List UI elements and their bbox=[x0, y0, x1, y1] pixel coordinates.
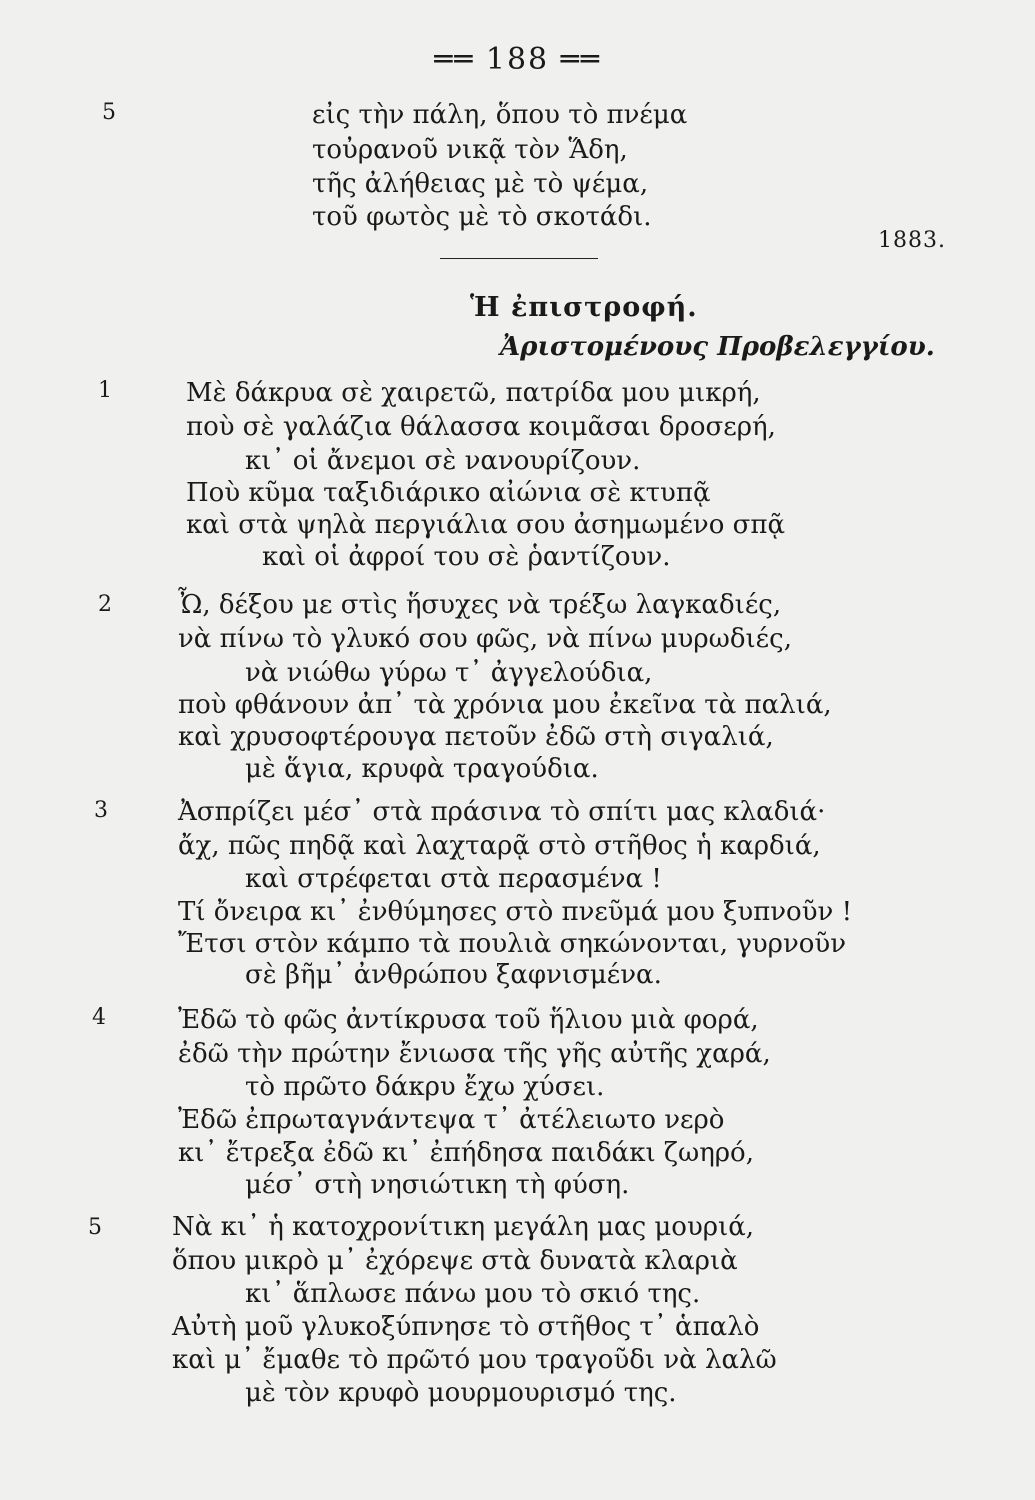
verse-line: καὶ χρυσοφτέρουγα πετοῦν ἐδῶ στὴ σιγαλιά, bbox=[178, 722, 774, 752]
folio-dash-left: ══ bbox=[434, 42, 486, 77]
stanza-number: 5 bbox=[88, 1215, 102, 1240]
prev-line: εἰς τὴν πάλη, ὅπου τὸ πνέμα bbox=[312, 100, 688, 130]
separator-rule bbox=[440, 258, 598, 259]
verse-line: τὸ πρῶτο δάκρυ ἔχω χύσει. bbox=[245, 1072, 605, 1102]
verse-line: Νὰ κι᾽ ἡ κατοχρονίτικη μεγάλη μας μουριά, bbox=[172, 1212, 755, 1242]
stanza-number: 3 bbox=[94, 798, 108, 823]
verse-line: κι᾽ ἔτρεξα ἐδῶ κι᾽ ἐπήδησα παιδάκι ζωηρό, bbox=[178, 1138, 754, 1168]
prev-line: τοῦ φωτὸς μὲ τὸ σκοτάδι. bbox=[312, 202, 652, 232]
verse-line: καὶ οἱ ἀφροί του σὲ ῥαντίζουν. bbox=[262, 542, 671, 572]
verse-line: ποὺ σὲ γαλάζια θάλασσα κοιμᾶσαι δροσερή, bbox=[186, 412, 776, 442]
poem-title: Ἡ ἐπιστροφή. bbox=[470, 292, 698, 323]
prev-stanza-number: 5 bbox=[102, 100, 116, 125]
verse-line: σὲ βῆμ᾽ ἀνθρώπου ξαφνισμένα. bbox=[245, 960, 662, 990]
verse-line: μὲ τὸν κρυφὸ μουρμουρισμό της. bbox=[245, 1378, 677, 1408]
verse-line: Ἔτσι στὸν κάμπο τὰ πουλιὰ σηκώνονται, γυρνοῦν bbox=[178, 929, 847, 959]
stanza-number: 4 bbox=[92, 1005, 106, 1030]
prev-line: τῆς ἀλήθειας μὲ τὸ ψέμα, bbox=[312, 169, 649, 199]
verse-line: Τί ὄνειρα κι᾽ ἐνθύμησες στὸ πνεῦμά μου ξυπνοῦν ! bbox=[178, 897, 853, 927]
verse-line: Ποὺ κῦμα ταξιδιάρικο αἰώνια σὲ κτυπᾷ bbox=[186, 478, 711, 508]
verse-line: Ἀσπρίζει μέσ᾽ στὰ πράσινα τὸ σπίτι μας κλαδιά· bbox=[178, 797, 826, 827]
page-number bbox=[0, 42, 1035, 77]
stanza-number: 1 bbox=[98, 378, 112, 403]
stanza-number: 2 bbox=[98, 592, 112, 617]
verse-line: ἐδῶ τὴν πρώτην ἔνιωσα τῆς γῆς αὐτῆς χαρά, bbox=[178, 1039, 771, 1069]
folio-dash-right: ══ bbox=[549, 42, 601, 77]
verse-line: Ὦ, δέξου με στὶς ἥσυχες νὰ τρέξω λαγκαδιές, bbox=[178, 590, 782, 620]
verse-line: καὶ στρέφεται στὰ περασμένα ! bbox=[245, 864, 662, 894]
verse-line: μὲ ἅγια, κρυφὰ τραγούδια. bbox=[245, 754, 599, 784]
verse-line: Μὲ δάκρυα σὲ χαιρετῶ, πατρίδα μου μικρή, bbox=[186, 378, 761, 408]
verse-line: Αὐτὴ μοῦ γλυκοξύπνησε τὸ στῆθος τ᾽ ἁπαλὸ bbox=[172, 1312, 760, 1342]
page-number-value: 188 bbox=[485, 42, 550, 77]
prev-poem-year: 1883. bbox=[878, 228, 946, 253]
verse-line: Ἐδῶ τὸ φῶς ἀντίκρυσα τοῦ ἥλιου μιὰ φορά, bbox=[178, 1005, 759, 1035]
verse-line: κι᾽ οἱ ἄνεμοι σὲ νανουρίζουν. bbox=[245, 446, 641, 476]
verse-line: νὰ νιώθω γύρω τ᾽ ἀγγελούδια, bbox=[245, 658, 653, 688]
verse-line: Ἐδῶ ἐπρωταγνάντεψα τ᾽ ἀτέλειωτο νερὸ bbox=[178, 1105, 725, 1135]
verse-line: νὰ πίνω τὸ γλυκό σου φῶς, νὰ πίνω μυρωδιές, bbox=[178, 624, 792, 654]
prev-line: τοὐρανοῦ νικᾷ τὸν Ἅδη, bbox=[312, 135, 628, 165]
poem-author: Ἀριστομένους Προβελεγγίου. bbox=[500, 332, 935, 362]
verse-line: καὶ μ᾽ ἔμαθε τὸ πρῶτό μου τραγοῦδι νὰ λαλῶ bbox=[172, 1345, 777, 1375]
verse-line: μέσ᾽ στὴ νησιώτικη τὴ φύση. bbox=[245, 1170, 630, 1200]
verse-line: ἄχ, πῶς πηδᾷ καὶ λαχταρᾷ στὸ στῆθος ἡ καρδιά, bbox=[178, 831, 821, 861]
verse-line: ποὺ φθάνουν ἀπ᾽ τὰ χρόνια μου ἐκεῖνα τὰ παλιά, bbox=[178, 690, 832, 720]
verse-line: ὅπου μικρὸ μ᾽ ἐχόρεψε στὰ δυνατὰ κλαριὰ bbox=[172, 1246, 738, 1276]
verse-line: καὶ στὰ ψηλὰ περγιάλια σου ἀσημωμένο σπᾷ bbox=[186, 510, 786, 540]
verse-line: κι᾽ ἅπλωσε πάνω μου τὸ σκιό της. bbox=[245, 1279, 701, 1309]
